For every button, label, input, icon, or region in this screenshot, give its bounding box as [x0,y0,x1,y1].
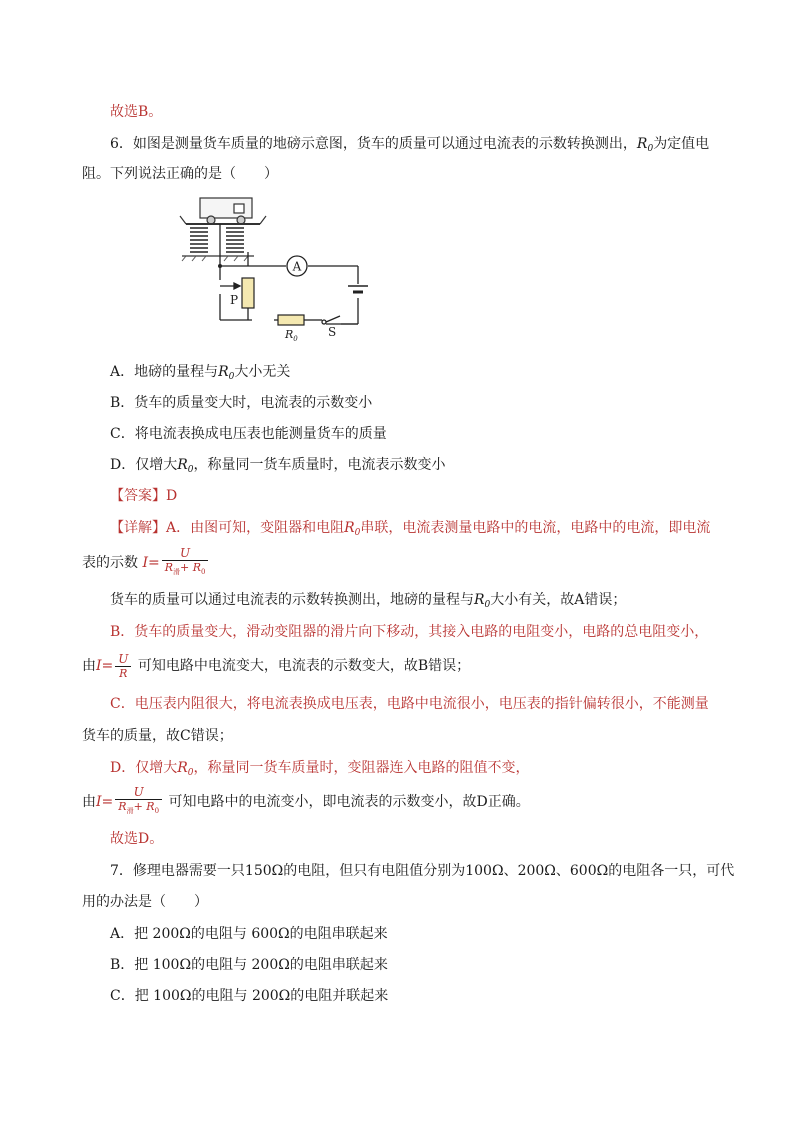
ohm-law-formula: $\frac{U}{R}$ [115,653,131,680]
r0-symbol: $R_0$ [636,136,654,154]
detail-line3: 货车的质量可以通过电流表的示数转换测出，地磅的量程与$R_0$大小有关，故A错误； [110,592,627,610]
detail-b-line2: 由I= $\frac{U}{R}$ 可知电路中电流变大，电流表的示数变大，故B错误； [82,651,471,680]
q7-option-c: C．把 100Ω的电阻与 200Ω的电阻并联起来 [110,988,389,1004]
switch-icon [308,316,358,324]
question-6-line2: 阻。下列说法正确的是（ ） [82,166,278,182]
battery-icon [348,286,368,292]
detail-c-line1: C．电压表内阻很大，将电流表换成电压表，电路中电流很小，电压表的指针偏转很小，不能测量 [110,696,709,712]
detail-line2: 表的示数 I= $\frac{U}{R_滑+ R_0}$ [82,545,713,581]
option-d: D．仅增大$R_0$，称量同一货车质量时，电流表示数变小 [110,457,446,475]
question-7-line1: 7．修理电器需要一只150Ω的电阻，但只有电阻值分别为100Ω、200Ω、600Ω的电阻各一只，可代 [110,863,735,879]
detail-d-line2: 由I= $\frac{U}{R_滑+ R_0}$ 可知电路中的电流变小，即电流表的示数变小，故D正确。 [82,784,713,820]
circuit-wires [220,224,358,324]
rheostat [242,278,254,308]
ammeter-icon [287,256,307,276]
svg-text:A: A [292,259,302,274]
current-formula-2: $\frac{U}{R_滑+ R_0}$ [115,786,162,818]
truck-icon [200,198,252,224]
detail-b-line1: B．货车的质量变大，滑动变阻器的滑片向下移动，其接入电路的电阻变小，电路的总电阻变小， [110,624,709,640]
q7-option-b: B．把 100Ω的电阻与 200Ω的电阻串联起来 [110,957,388,973]
slider-arrow [220,283,240,289]
current-formula-1: $\frac{U}{R_滑+ R_0}$ [162,547,209,579]
detail-c-line2: 货车的质量，故C错误； [82,728,233,744]
spring-left [190,228,208,252]
resistor-r0 [278,315,304,325]
question-6-line1: 6．如图是测量货车质量的地磅示意图，货车的质量可以通过电流表的示数转换测出，$R_0$为定值电 [110,136,710,154]
slider-label: P [229,293,239,307]
question-7-line2: 用的办法是（ ） [82,894,208,910]
r0-label: $R_0$ [285,328,298,343]
option-b: B．货车的质量变大时，电流表的示数变小 [110,395,373,411]
answer-line: 【答案】D [110,488,178,504]
option-a: A．地磅的量程与$R_0$大小无关 [110,364,291,382]
switch-label: S [328,325,337,339]
detail-d-line1: D．仅增大$R_0$，称量同一货车质量时，变阻器连入电路的阻值不变， [110,760,530,778]
conclusion-b: 故选B。 [110,104,163,120]
weighbridge-circuit-diagram [178,196,388,344]
option-c: C．将电流表换成电压表也能测量货车的质量 [110,426,387,442]
spring-right [226,228,244,252]
conclusion-d: 故选D。 [110,831,164,847]
q7-option-a: A．把 200Ω的电阻与 600Ω的电阻串联起来 [110,926,388,942]
detail-line1: 【详解】A．由图可知，变阻器和电阻$R_0$串联，电流表测量电路中的电流，电路中的电流，即电流 [110,520,711,538]
